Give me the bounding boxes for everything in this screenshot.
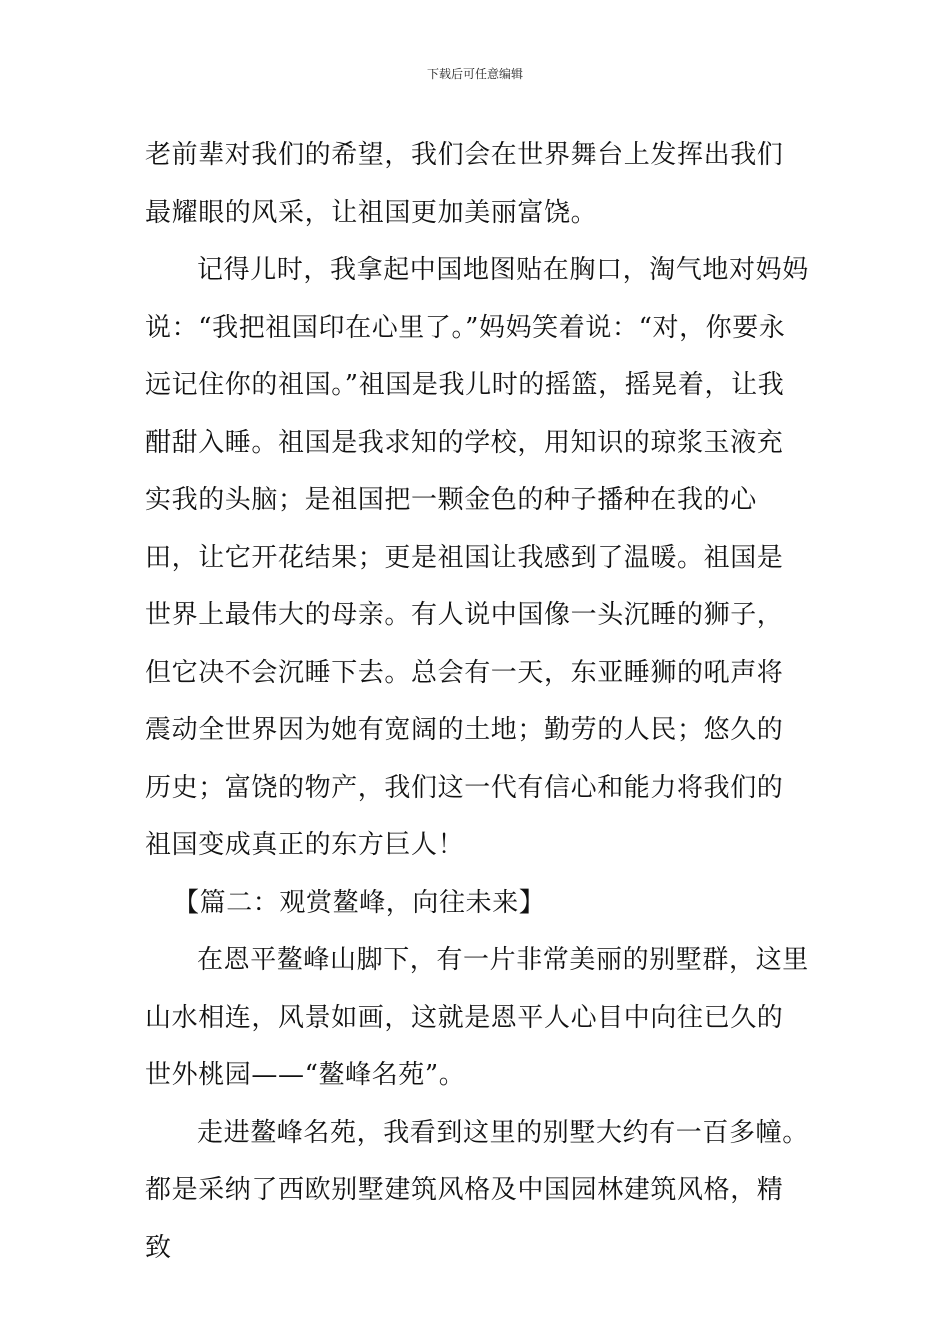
page-header: 下载后可任意编辑 (426, 67, 523, 81)
paragraph-aofeng-intro: 在恩平鳌峰山脚下，有一片非常美丽的别墅群，这里山水相连，风景如画，这就是恩平人心目中向往已久的世外桃园——“鳌峰名苑”。 (145, 945, 809, 1090)
section-heading: 【篇二：观赏鳌峰，向往未来】 (173, 887, 546, 918)
paragraph-childhood-memory: 记得儿时，我拿起中国地图贴在胸口，淘气地对妈妈说：“我把祖国印在心里了。”妈妈笑着说：“对，你要永远记住你的祖国。”祖国是我儿时的摇篮，摇晃着，让我酣甜入睡。祖国是我求知的学校，用知识的琼浆玉液充实我的头脑；是祖国把一颗金色的种子播种在我的心田，让它开花结果；更是祖国让我感到了温暖。祖国是世界上最伟大的母亲。有人说中国像一头沉睡的狮子，但它决不会沉睡下去。总会有一天，东亚睡狮的吼声将震动全世界因为她有宽阔的土地；勤劳的人民；悠久的历史；富饶的物产，我们这一代有信心和能力将我们的祖国变成真正的东方巨人！ (145, 255, 809, 860)
document-body (145, 127, 809, 1277)
paragraph-continuation: 老前辈对我们的希望，我们会在世界舞台上发挥出我们最耀眼的风采，让祖国更加美丽富饶。 (145, 140, 784, 228)
paragraph-aofeng-villas: 走进鳌峰名苑，我看到这里的别墅大约有一百多幢。都是采纳了西欧别墅建筑风格及中国园林建筑风格，精致 (145, 1117, 809, 1263)
